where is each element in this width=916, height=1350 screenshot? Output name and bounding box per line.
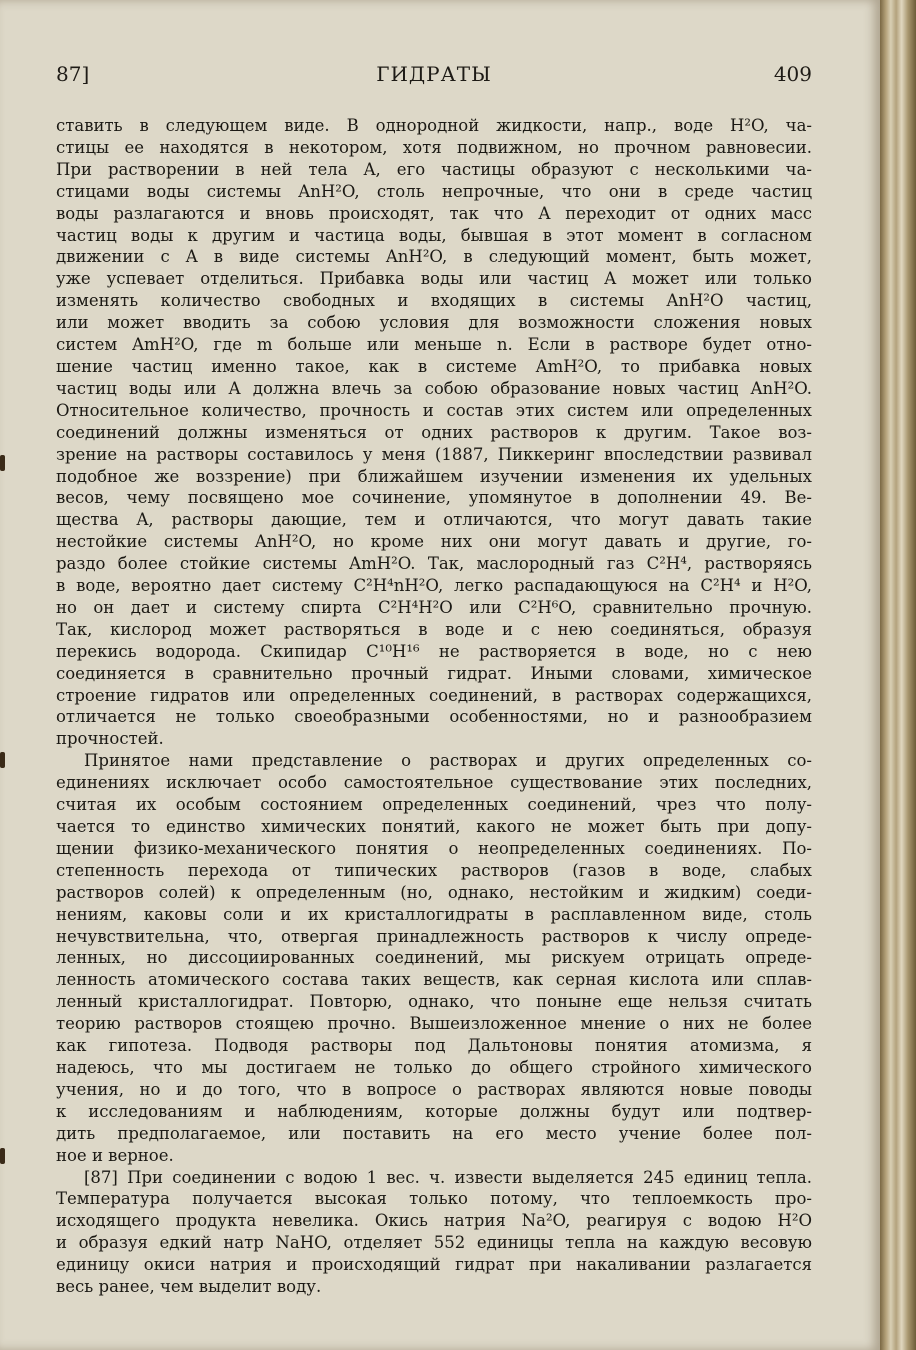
text-line: подобное же воззрение) при ближайшем изучении изменения их удельных: [56, 466, 812, 486]
text-line: весь ранее, чем выделит воду.: [56, 1277, 322, 1297]
text-line: частиц воды к другим и частица воды, бывшая в этот момент в согласном: [56, 225, 812, 245]
text-line: исходящего продукта невелика. Окись натрия Na²O, реагируя с водою H²O: [56, 1211, 812, 1231]
text-line: как гипотеза. Подводя растворы под Дальтоновы понятия атомизма, я: [56, 1036, 812, 1056]
text-line: систем AmH²O, где m больше или меньше n. Если в растворе будет отно-: [56, 335, 812, 355]
margin-mark: [0, 455, 5, 471]
text-line: стицы ее находятся в некотором, хотя подвижном, но прочном равновесии.: [56, 137, 812, 157]
page-header: [56, 62, 812, 90]
text-line: зрение на растворы составилось у меня (1887, Пиккеринг впоследствии развивал: [56, 444, 812, 464]
margin-mark: [0, 752, 5, 768]
text-line: Принятое нами представление о растворах и других определенных со-: [84, 751, 812, 771]
text-line: раздо более стойкие системы AmH²O. Так, маслородный газ C²H⁴, растворяясь: [56, 554, 812, 574]
text-line: нечувствительна, что, отвергая принадлежность растворов к числу опреде-: [56, 926, 812, 946]
paragraph: [56, 115, 812, 750]
text-line: [87] При соединении с водою 1 вес. ч. извести выделяется 245 единиц тепла.: [84, 1167, 812, 1187]
text-line: или может вводить за собою условия для возможности сложения новых: [56, 313, 812, 333]
text-line: стицами воды системы AnH²O, столь непрочные, что они в среде частиц: [56, 181, 812, 201]
text-line: щества A, растворы дающие, тем и отличаются, что могут давать такие: [56, 510, 812, 530]
footnote-range: 87]: [56, 62, 90, 86]
text-line: Так, кислород может растворяться в воде и с нею соединяться, образуя: [56, 619, 812, 639]
text-line: к исследованиям и наблюдениям, которые должны будут или подтвер-: [56, 1101, 812, 1121]
text-line: Температура получается высокая только потому, что теплоемкость про-: [56, 1189, 812, 1209]
page-number: 409: [773, 62, 812, 86]
paragraph: [56, 1167, 812, 1298]
text-line: ное и верное.: [56, 1145, 174, 1165]
text-line: воды разлагаются и вновь происходят, так что A переходит от одних масс: [56, 203, 812, 223]
text-line: движении с A в виде системы AnH²O, в следующий момент, быть может,: [56, 247, 812, 267]
text-line: соединяется в сравнительно прочный гидрат. Иными словами, химическое: [56, 663, 812, 683]
paragraph: [56, 750, 812, 1166]
text-line: шение частиц именно такое, как в системе AmH²O, то прибавка новых: [56, 356, 812, 376]
text-line: ленность атомического состава таких веществ, как серная кислота или сплав-: [56, 970, 812, 990]
text-line: строение гидратов или определенных соединений, в растворах содержащихся,: [56, 685, 812, 705]
text-line: ленных, но диссоциированных соединений, мы рискуем отрицать опреде-: [56, 948, 812, 968]
text-line: изменять количество свободных и входящих в системы AnH²O частиц,: [56, 291, 812, 311]
text-line: отличается не только своеобразными особенностями, но и разнообразием: [56, 707, 812, 727]
text-line: Относительное количество, прочность и состав этих систем или определенных: [56, 400, 812, 420]
text-line: теорию растворов стоящею прочно. Вышеизложенное мнение о них не более: [56, 1014, 812, 1034]
text-line: степенность перехода от типических растворов (газов в воде, слабых: [56, 860, 812, 880]
text-line: но он дает и систему спирта C²H⁴H²O или C²H⁶O, сравнительно прочную.: [56, 597, 812, 617]
text-line: дить предполагаемое, или поставить на его место учение более пол-: [56, 1123, 812, 1143]
text-line: уже успевает отделиться. Прибавка воды или частиц A может или только: [56, 269, 812, 289]
text-line: нениям, каковы соли и их кристаллогидраты в расплавленном виде, столь: [56, 904, 812, 924]
text-line: учения, но и до того, что в вопросе о растворах являются новые поводы: [56, 1079, 812, 1099]
text-line: и образуя едкий натр NaHO, отделяет 552 единицы тепла на каждую весовую: [56, 1233, 812, 1253]
text-line: весов, чему посвящено мое сочинение, упомянутое в дополнении 49. Ве-: [56, 488, 812, 508]
body-text: [56, 115, 812, 1298]
text-line: прочностей.: [56, 729, 164, 749]
margin-mark: [0, 1148, 5, 1164]
text-line: растворов солей) к определенным (но, однако, нестойким и жидким) соеди-: [56, 882, 812, 902]
text-line: щении физико-механического понятия о неопределенных соединениях. По-: [56, 838, 812, 858]
book-page-edge: [880, 0, 916, 1350]
text-line: перекись водорода. Скипидар C¹⁰H¹⁶ не растворяется в воде, но с нею: [56, 641, 812, 661]
text-line: частиц воды или A должна влечь за собою образование новых частиц AnH²O.: [56, 378, 812, 398]
text-line: ленный кристаллогидрат. Повторю, однако, что поныне еще нельзя считать: [56, 992, 812, 1012]
text-line: единицу окиси натрия и происходящий гидрат при накаливании разлагается: [56, 1255, 812, 1275]
text-line: соединений должны изменяться от одних растворов к другим. Такое воз-: [56, 422, 812, 442]
text-line: чается то единство химических понятий, какого не может быть при допу-: [56, 817, 812, 836]
text-line: нестойкие системы AnH²O, но кроме них они могут давать и другие, го-: [56, 532, 812, 552]
text-line: ставить в следующем виде. В однородной жидкости, напр., воде H²O, ча-: [56, 116, 812, 135]
text-line: надеюсь, что мы достигаем не только до общего стройного химического: [56, 1057, 812, 1077]
text-line: считая их особым состоянием определенных соединений, чрез что полу-: [56, 795, 812, 815]
text-line: единениях исключает особо самостоятельное существование этих последних,: [56, 773, 812, 793]
text-line: в воде, вероятно дает систему C²H⁴nH²O, легко распадающуюся на C²H⁴ и H²O,: [56, 576, 812, 596]
text-line: При растворении в ней тела A, его частицы образуют с несколькими ча-: [56, 159, 812, 179]
running-title: ГИДРАТЫ: [376, 62, 492, 86]
